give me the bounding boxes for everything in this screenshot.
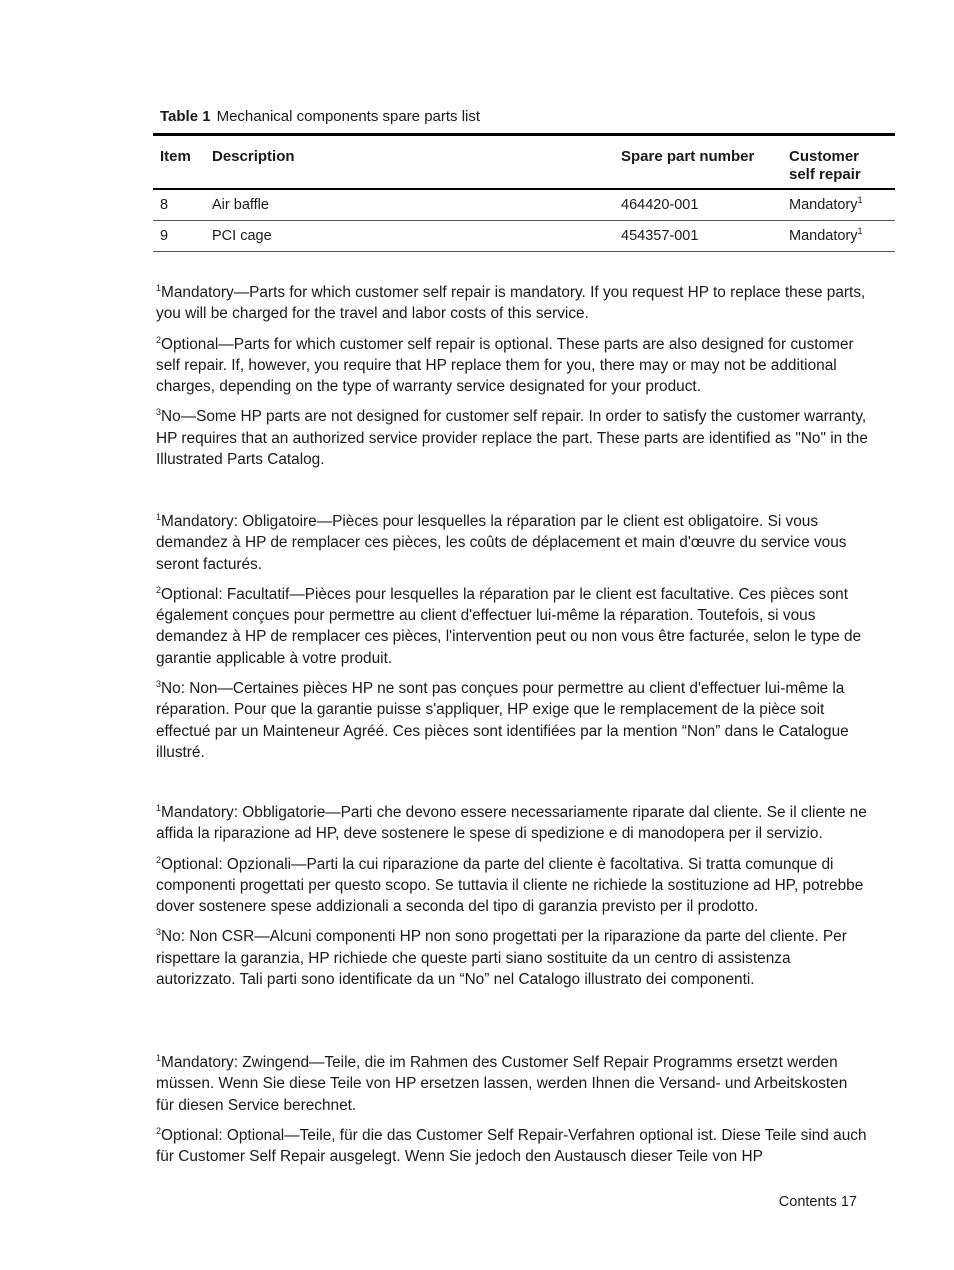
cell-description: Air baffle xyxy=(205,189,614,221)
header-spare-part-number: Spare part number xyxy=(614,135,782,190)
note-sup: 3 xyxy=(156,407,162,418)
note-sup: 3 xyxy=(156,927,162,938)
note-sup: 1 xyxy=(156,282,162,293)
note-text: Mandatory—Parts for which customer self repair is mandatory. If you request HP to replace these parts, you will be charged for the travel and labor costs of this service. xyxy=(156,284,866,323)
table-row xyxy=(153,189,895,221)
note-sup: 1 xyxy=(156,1052,162,1063)
footnote-ref: 1 xyxy=(857,195,863,206)
note-text: Optional: Facultatif—Pièces pour lesquelles la réparation par le client est facultative. Ces pièces sont également conçues pour permettre au client d'effectuer lui-même la réparation. Toutefois, si vous demandez à HP de remplacer ces pièces, l'intervention peut ou non vous être facturée, selon le type de garantie applicable à votre produit. xyxy=(156,585,862,667)
notes-italian xyxy=(156,802,868,999)
cell-item: 9 xyxy=(153,221,205,252)
note-paragraph xyxy=(156,854,868,918)
note-text: Mandatory: Obligatoire—Pièces pour lesquelles la réparation par le client est obligatoire. Si vous demandez à HP de remplacer ces pièces, les coûts de déplacement et main d'œuvre du service vous seront facturés. xyxy=(156,513,847,573)
csr-value: Mandatory xyxy=(789,197,858,213)
note-paragraph xyxy=(156,282,868,325)
notes-german xyxy=(156,1052,868,1176)
note-sup: 2 xyxy=(156,334,162,345)
note-paragraph xyxy=(156,511,868,575)
note-text: No: Non—Certaines pièces HP ne sont pas conçues pour permettre au client d'effectuer lui-même la réparation. Pour que la garantie puisse s'appliquer, HP exige que le remplacement de la pièce soit effectué par un Mainteneur Agréé. Ces pièces sont identifiées par la mention “Non” dans le Catalogue illustré. xyxy=(156,680,849,761)
note-sup: 2 xyxy=(156,1125,162,1136)
note-sup: 2 xyxy=(156,854,162,865)
note-text: No: Non CSR—Alcuni componenti HP non sono progettati per la riparazione da parte del cliente. Per rispettare la garanzia, HP richiede che queste parti siano sostituite da un centro di assistenza autorizzato. Tali parti sono identificate da un “No” nel Catalogo illustrato dei componenti. xyxy=(156,928,847,989)
note-paragraph xyxy=(156,584,868,669)
header-customer-self-repair: Customer self repair xyxy=(782,135,895,190)
notes-english xyxy=(156,282,868,479)
note-sup: 3 xyxy=(156,678,162,689)
table-title: Mechanical components spare parts list xyxy=(216,108,481,125)
note-sup: 1 xyxy=(156,511,162,522)
note-text: Mandatory: Obbligatorie—Parti che devono essere necessariamente riparate dal cliente. Se il cliente ne affida la riparazione ad HP, deve sostenere le spese di spedizione e di manodopera per il servizio. xyxy=(156,804,867,843)
footnote-ref: 1 xyxy=(857,226,863,237)
cell-spare-part-number: 454357-001 xyxy=(614,221,782,252)
header-description: Description xyxy=(205,135,614,190)
csr-value: Mandatory xyxy=(789,228,858,244)
notes-french xyxy=(156,511,868,772)
note-text: Optional—Parts for which customer self repair is optional. These parts are also designed for customer self repair. If, however, you require that HP replace them for you, there may or may not be additional charges, depending on the type of warranty service designated for your product. xyxy=(156,335,854,396)
spare-parts-table xyxy=(153,133,895,252)
note-paragraph xyxy=(156,802,868,845)
cell-spare-part-number: 464420-001 xyxy=(614,189,782,221)
cell-description: PCI cage xyxy=(205,221,614,252)
note-sup: 1 xyxy=(156,802,162,813)
table-caption xyxy=(160,108,480,125)
table-row xyxy=(153,221,895,252)
cell-csr xyxy=(782,221,895,252)
note-paragraph xyxy=(156,1052,868,1116)
table-label: Table 1 xyxy=(160,108,211,125)
cell-csr xyxy=(782,189,895,221)
note-paragraph xyxy=(156,334,868,398)
note-paragraph xyxy=(156,678,868,763)
note-text: No—Some HP parts are not designed for customer self repair. In order to satisfy the customer warranty, HP requires that an authorized service provider replace the part. These parts are identified as "No" in the Illustrated Parts Catalog. xyxy=(156,408,868,469)
cell-item: 8 xyxy=(153,189,205,221)
table-header-row xyxy=(153,135,895,190)
note-text: Mandatory: Zwingend—Teile, die im Rahmen des Customer Self Repair Programms ersetzt werden müssen. Wenn Sie diese Teile von HP ersetzen lassen, werden Ihnen die Versand- und Arbeitskosten für diesen Service berechnet. xyxy=(156,1054,848,1114)
header-item: Item xyxy=(153,135,205,190)
note-paragraph xyxy=(156,406,868,470)
note-sup: 2 xyxy=(156,584,162,595)
note-paragraph xyxy=(156,1125,868,1168)
note-paragraph xyxy=(156,926,868,990)
note-text: Optional: Opzionali—Parti la cui riparazione da parte del cliente è facoltativa. Si tratta comunque di componenti progettati per questo scopo. Se tuttavia il cliente ne richiede la sostituzione ad HP, potrebbe dover sostenere spese addizionali a seconda del tipo di garanzia previsto per il prodotto. xyxy=(156,855,864,916)
page-footer: Contents 17 xyxy=(778,1194,857,1210)
note-text: Optional: Optional—Teile, für die das Customer Self Repair-Verfahren optional ist. Diese Teile sind auch für Customer Self Repair ausgelegt. Wenn Sie jedoch den Austausch dieser Teile von HP xyxy=(156,1126,867,1166)
